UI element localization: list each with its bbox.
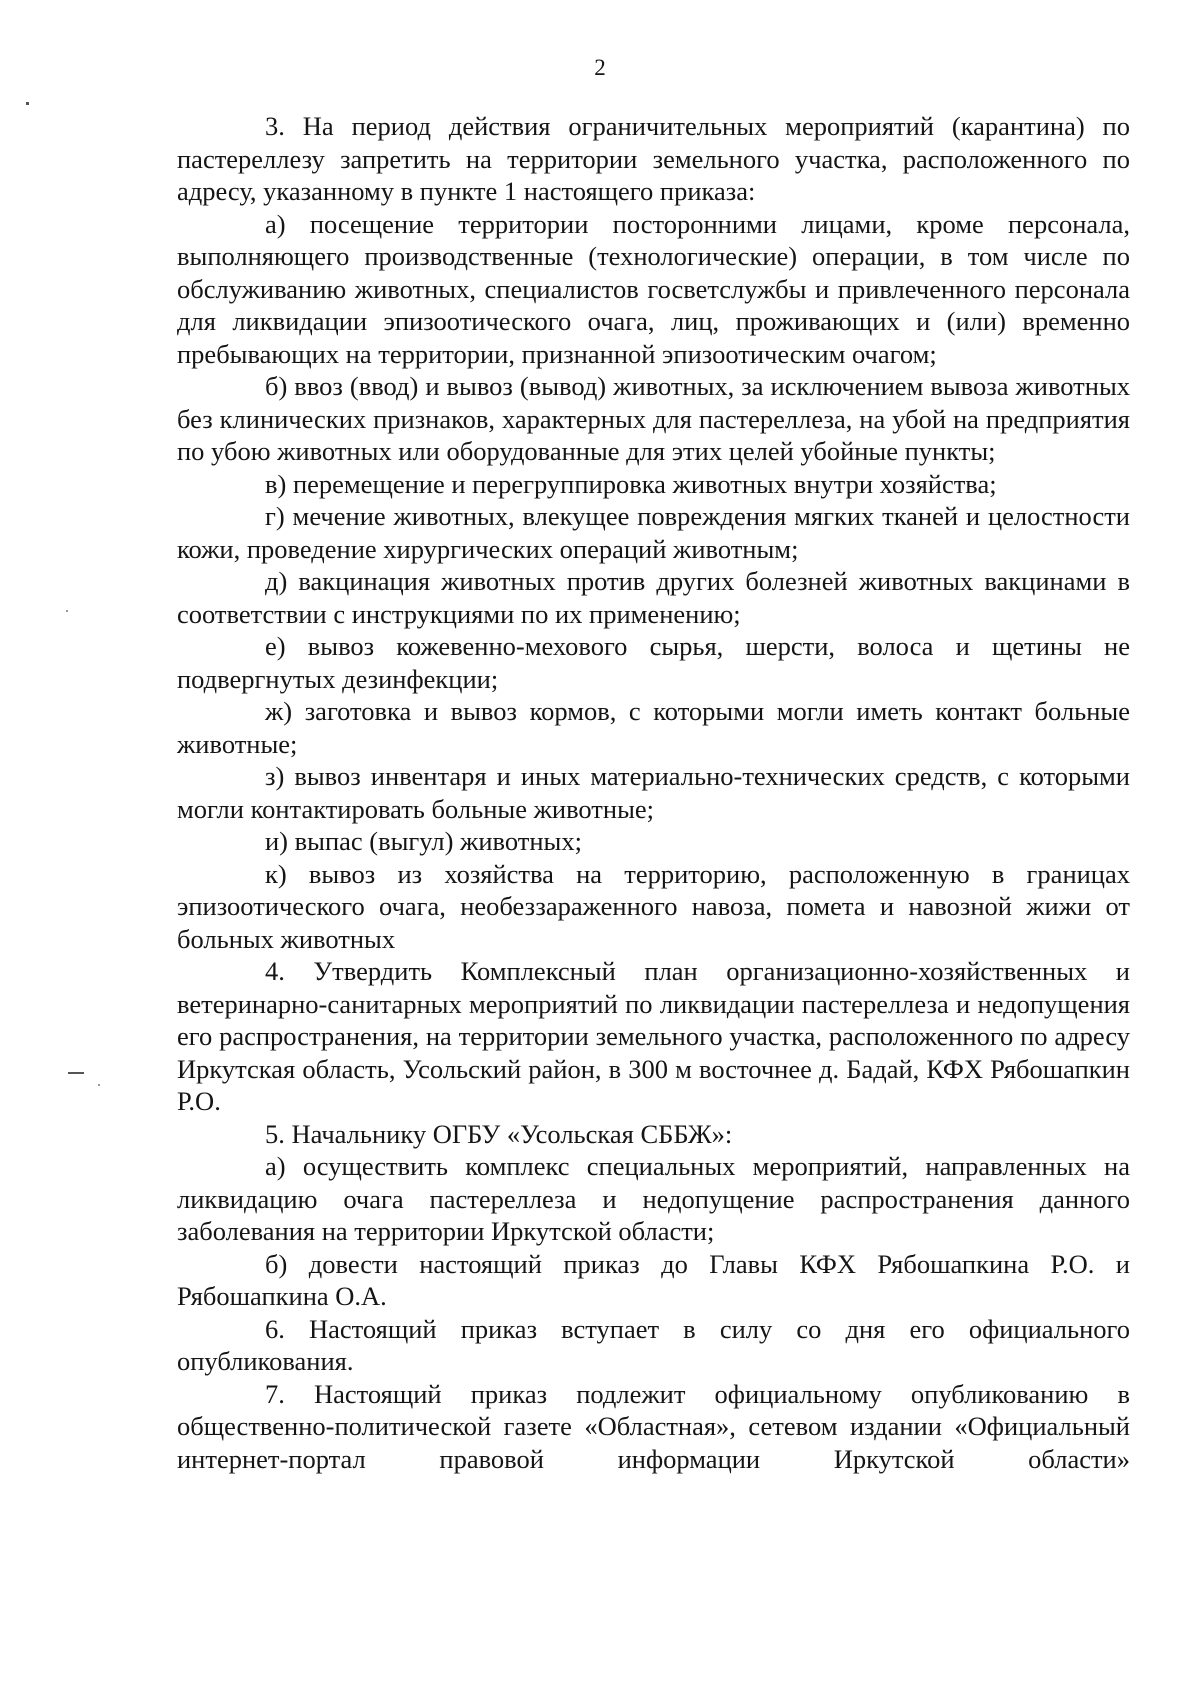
item-3d: д) вакцинация животных против других болезней животных вакцинами в соответствии с инструкциями по их применению; [177,566,1130,629]
paragraph-7: 7. Настоящий приказ подлежит официальному опубликованию в общественно-политической газете «Областная», сетевом издании «Официальный интернет-портал правовой информации Иркутской области» [177,1378,1130,1474]
paragraph-3: 3. На период действия ограничительных мероприятий (карантина) по пастереллезу запретить на территории земельного участка, расположенного по адресу, указанному в пункте 1 настоящего приказа: [177,111,1130,206]
item-3b: б) ввоз (ввод) и вывоз (вывод) животных, за исключением вывоза животных без клинических признаков, характерных для пастереллеза, на убой на предприятия по убою животных или оборудованные для этих целей убойные пункты; [177,371,1130,466]
item-3a: а) посещение территории посторонними лицами, кроме персонала, выполняющего производственные (технологические) операции, в том числе по обслуживанию животных, специалистов госветслужбы и привлеченного персонала для ликвидации эпизоотического очага, лиц, проживающих и (или) временно пребывающих на территории, признанной эпизоотическим очагом; [177,208,1130,369]
page-number: 2 [594,55,606,80]
item-3k: к) вывоз из хозяйства на территорию, расположенную в границах эпизоотического очага, необеззараженного навоза, помета и навозной жижи от больных животных [177,858,1130,954]
scan-artifact [98,1084,100,1086]
scan-artifact [66,610,68,612]
paragraph-6: 6. Настоящий приказ вступает в силу со дня его официального опубликования. [177,1313,1130,1376]
item-5a: а) осуществить комплекс специальных мероприятий, направленных на ликвидацию очага пастереллеза и недопущение распространения данного заболевания на территории Иркутской области; [177,1151,1130,1246]
item-3g: г) мечение животных, влекущее повреждения мягких тканей и целостности кожи, проведение хирургических операций животным; [177,501,1130,564]
scan-artifact [68,1072,84,1074]
item-5b: б) довести настоящий приказ до Главы КФХ Рябошапкина Р.О. и Рябошапкина О.А. [177,1248,1130,1311]
paragraph-5: 5. Начальнику ОГБУ «Усольская СББЖ»: [265,1118,733,1149]
document-body [177,110,1130,1475]
paragraph-4: 4. Утвердить Комплексный план организационно-хозяйственных и ветеринарно-санитарных мероприятий по ликвидации пастереллеза и недопущения его распространения, на территории земельного участка, расположенного по адресу Иркутская область, Усольский район, в 300 м восточнее д. Бадай, КФХ Рябошапкин Р.О. [177,956,1130,1116]
item-3i: и) выпас (выгул) животных; [265,826,582,856]
item-3v: в) перемещение и перегруппировка животных внутри хозяйства; [265,468,997,499]
item-3zh: ж) заготовка и вывоз кормов, с которыми могли иметь контакт больные животные; [177,696,1130,759]
scan-artifact [26,102,29,105]
item-3z: з) вывоз инвентаря и иных материально-технических средств, с которыми могли контактировать больные животные; [177,761,1130,824]
item-3e: е) вывоз кожевенно-мехового сырья, шерсти, волоса и щетины не подвергнутых дезинфекции; [177,631,1130,694]
